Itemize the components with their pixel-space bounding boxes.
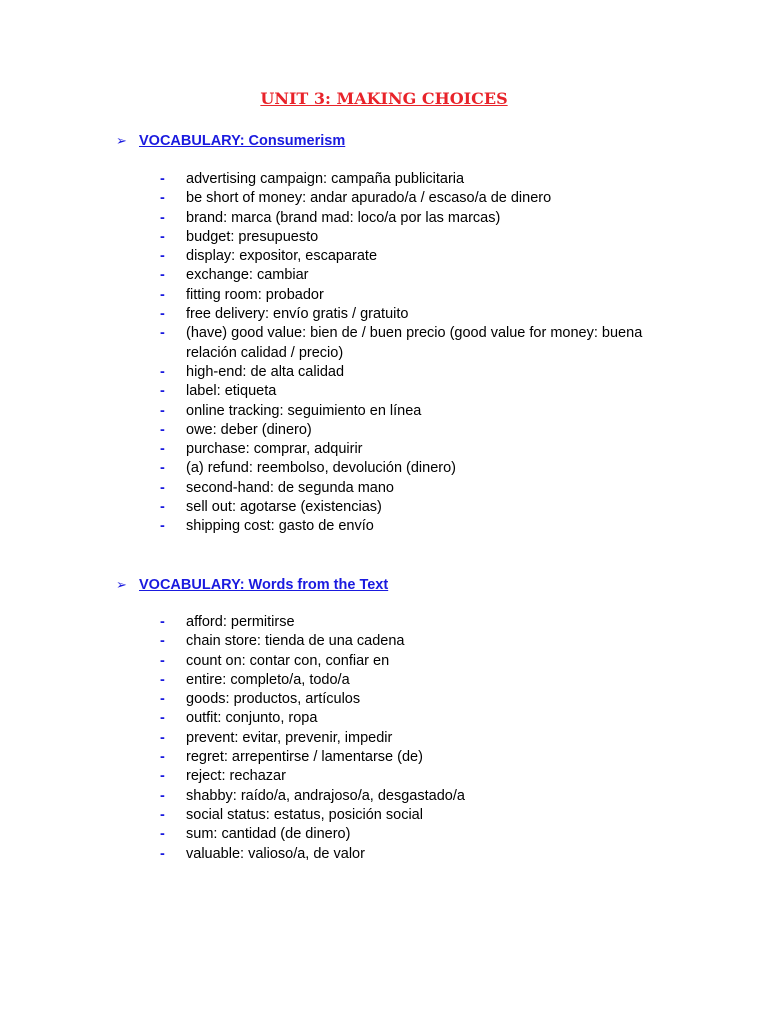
vocab-entry-text: outfit: conjunto, ropa: [186, 710, 318, 727]
list-item: [160, 459, 680, 478]
dash-bullet-icon: -: [160, 710, 165, 727]
list-item: [160, 517, 680, 536]
vocab-entry-text: (have) good value: bien de / buen precio (good value for money: buena relación calidad / precio): [186, 325, 643, 361]
dash-bullet-icon: -: [160, 228, 165, 245]
section-heading-text: VOCABULARY: Consumerism: [139, 133, 346, 149]
dash-bullet-icon: -: [160, 306, 165, 323]
vocab-entry-text: budget: presupuesto: [186, 228, 319, 245]
dash-bullet-icon: -: [160, 248, 165, 265]
dash-bullet-icon: -: [160, 671, 165, 688]
dash-bullet-icon: -: [160, 633, 165, 650]
list-item: [160, 247, 680, 266]
dash-bullet-icon: -: [160, 806, 165, 823]
dash-bullet-icon: -: [160, 499, 165, 516]
list-item: [160, 305, 680, 324]
list-item: [160, 845, 680, 864]
dash-bullet-icon: -: [160, 209, 165, 226]
dash-bullet-icon: -: [160, 729, 165, 746]
page-title: UNIT 3: MAKING CHOICES: [260, 89, 508, 108]
dash-bullet-icon: -: [160, 383, 165, 400]
list-item: [160, 266, 680, 285]
dash-bullet-icon: -: [160, 325, 165, 342]
list-item: [160, 767, 680, 786]
dash-bullet-icon: -: [160, 460, 165, 477]
dash-bullet-icon: -: [160, 614, 165, 630]
list-item: [160, 421, 680, 440]
dash-bullet-icon: -: [160, 826, 165, 843]
arrow-bullet-icon: ➢: [116, 133, 127, 148]
list-item: [160, 363, 680, 382]
vocab-entry-text: social status: estatus, posición social: [186, 806, 423, 823]
vocab-entry-text: valuable: valioso/a, de valor: [186, 845, 365, 862]
dash-bullet-icon: -: [160, 652, 165, 669]
vocab-entry-text: fitting room: probador: [186, 286, 324, 303]
vocab-entry-text: prevent: evitar, prevenir, impedir: [186, 729, 393, 746]
list-item: [160, 729, 680, 748]
vocab-entry-text: sell out: agotarse (existencias): [186, 499, 382, 516]
list-item: [160, 382, 680, 401]
vocab-entry-text: free delivery: envío gratis / gratuito: [186, 306, 409, 323]
vocab-entry-text: (a) refund: reembolso, devolución (dinero): [186, 460, 456, 477]
vocab-entry-text: owe: deber (dinero): [186, 421, 312, 438]
list-item: [160, 170, 680, 189]
arrow-bullet-icon: ➢: [116, 577, 127, 592]
vocab-entry-text: reject: rechazar: [186, 768, 286, 785]
list-item: [160, 806, 680, 825]
list-item: [160, 479, 680, 498]
dash-bullet-icon: -: [160, 363, 165, 380]
section-heading: [116, 575, 716, 595]
list-item: [160, 498, 680, 517]
vocab-entry-text: advertising campaign: campaña publicitaria: [186, 171, 465, 187]
section-consumerism: [116, 131, 716, 535]
dash-bullet-icon: -: [160, 768, 165, 785]
dash-bullet-icon: -: [160, 749, 165, 766]
vocab-entry-text: regret: arrepentirse / lamentarse (de): [186, 749, 423, 766]
list-item: [160, 652, 680, 671]
vocab-entry-text: afford: permitirse: [186, 614, 295, 630]
list-item: [160, 709, 680, 728]
vocab-entry-text: entire: completo/a, todo/a: [186, 671, 350, 688]
vocab-entry-text: count on: contar con, confiar en: [186, 652, 390, 669]
dash-bullet-icon: -: [160, 190, 165, 207]
vocab-entry-text: purchase: comprar, adquirir: [186, 441, 363, 458]
vocab-entry-text: shipping cost: gasto de envío: [186, 518, 374, 535]
dash-bullet-icon: -: [160, 691, 165, 708]
list-item: [160, 286, 680, 305]
dash-bullet-icon: -: [160, 479, 165, 496]
list-item: [160, 209, 680, 228]
dash-bullet-icon: -: [160, 267, 165, 284]
vocab-list-consumerism: [160, 170, 680, 537]
dash-bullet-icon: -: [160, 171, 165, 187]
list-item: [160, 825, 680, 844]
list-item: [160, 440, 680, 459]
dash-bullet-icon: -: [160, 441, 165, 458]
vocab-entry-text: goods: productos, artículos: [186, 691, 361, 708]
list-item: [160, 632, 680, 651]
dash-bullet-icon: -: [160, 402, 165, 419]
vocab-entry-text: sum: cantidad (de dinero): [186, 826, 351, 843]
vocab-entry-text: be short of money: andar apurado/a / escaso/a de dinero: [186, 190, 552, 207]
vocab-entry-text: label: etiqueta: [186, 383, 277, 400]
dash-bullet-icon: -: [160, 518, 165, 535]
vocab-entry-text: shabby: raído/a, andrajoso/a, desgastado/a: [186, 787, 465, 804]
vocab-entry-text: second-hand: de segunda mano: [186, 479, 394, 496]
list-item: [160, 324, 680, 363]
vocab-list-words-from-text: [160, 613, 680, 864]
list-item: [160, 613, 680, 632]
list-item: [160, 228, 680, 247]
section-heading: [116, 131, 716, 151]
list-item: [160, 787, 680, 806]
list-item: [160, 189, 680, 208]
vocab-entry-text: high-end: de alta calidad: [186, 363, 345, 380]
vocab-entry-text: chain store: tienda de una cadena: [186, 633, 405, 650]
list-item: [160, 690, 680, 709]
vocab-entry-text: brand: marca (brand mad: loco/a por las marcas): [186, 209, 501, 226]
dash-bullet-icon: -: [160, 421, 165, 438]
vocab-entry-text: online tracking: seguimiento en línea: [186, 402, 422, 419]
dash-bullet-icon: -: [160, 286, 165, 303]
dash-bullet-icon: -: [160, 845, 165, 862]
dash-bullet-icon: -: [160, 787, 165, 804]
vocab-entry-text: exchange: cambiar: [186, 267, 309, 284]
vocab-entry-text: display: expositor, escaparate: [186, 248, 378, 265]
list-item: [160, 748, 680, 767]
list-item: [160, 671, 680, 690]
section-words-from-text: [116, 575, 716, 862]
section-heading-text: VOCABULARY: Words from the Text: [139, 577, 389, 593]
list-item: [160, 402, 680, 421]
